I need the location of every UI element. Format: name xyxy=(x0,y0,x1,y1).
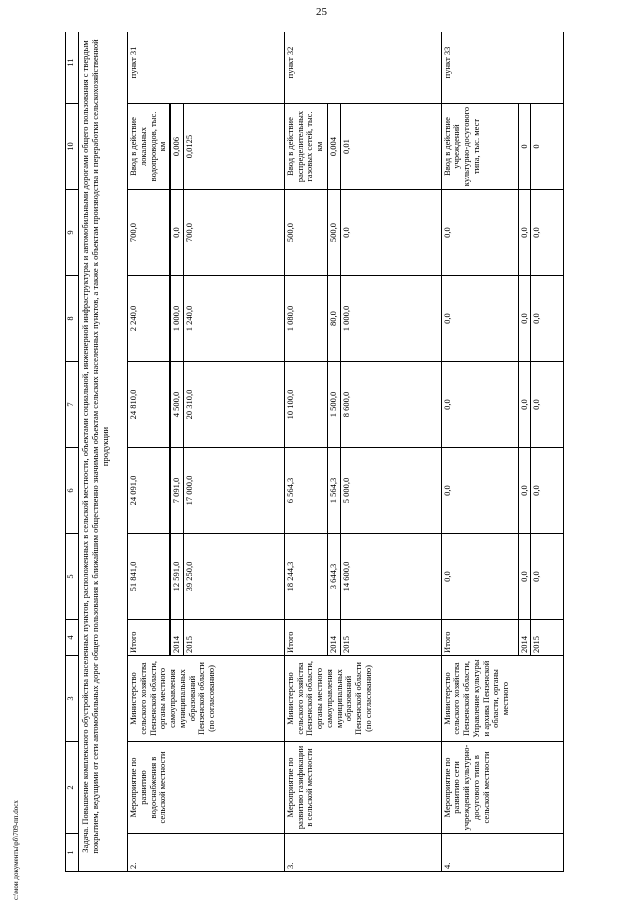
indicator-value: 0,006 xyxy=(171,104,184,190)
value-cell: 14 600,0 xyxy=(340,534,441,620)
value-cell: 18 244,3 xyxy=(284,534,327,620)
table-row xyxy=(441,32,518,872)
value-cell: 700,0 xyxy=(183,190,284,276)
value-cell: 0,0 xyxy=(531,448,564,534)
measure-name: Мероприятие по развитию водоснабжения в сельской местности xyxy=(128,742,285,834)
item-ref: пункт 31 xyxy=(128,32,285,104)
value-cell: 7 091,0 xyxy=(171,448,184,534)
column-header: 2 xyxy=(66,742,79,834)
value-cell: 17 000,0 xyxy=(183,448,284,534)
value-cell: 1 080,0 xyxy=(284,276,327,362)
value-cell: 0,0 xyxy=(441,534,518,620)
value-cell: 24 091,0 xyxy=(128,448,170,534)
table-row xyxy=(128,32,170,872)
value-cell: 1 000,0 xyxy=(171,276,184,362)
year-cell: 2015 xyxy=(340,620,441,656)
year-cell: 2015 xyxy=(183,620,284,656)
value-cell: 1 240,0 xyxy=(183,276,284,362)
year-cell: 2015 xyxy=(531,620,564,656)
column-header: 10 xyxy=(66,104,79,190)
row-number: 3. xyxy=(284,834,441,872)
indicator-cell: Ввод в действие распределительных газовых сетей, тыс. км xyxy=(284,104,327,190)
indicator-value: 0,004 xyxy=(327,104,340,190)
column-header: 6 xyxy=(66,448,79,534)
executor: Министерство сельского хозяйства Пензенской области, органы местного самоуправления муниципальных образований Пензенской области (по согласованию) xyxy=(284,656,441,742)
value-cell: 0,0 xyxy=(518,362,531,448)
task-row xyxy=(79,32,128,872)
rotated-table-container xyxy=(65,32,584,872)
footer-path: c:\мои документы\рб\709-пп.docx xyxy=(12,800,20,900)
value-cell: 12 591,0 xyxy=(171,534,184,620)
value-cell: 500,0 xyxy=(327,190,340,276)
table-row xyxy=(284,32,327,872)
executor: Министерство сельского хозяйства Пензенской области, органы местного самоуправления муниципальных образований Пензенской области (по согласованию) xyxy=(128,656,285,742)
indicator-value: 0 xyxy=(518,104,531,190)
year-cell: Итого xyxy=(128,620,170,656)
measure-name: Мероприятие по развитию сети учреждений культурно-досугового типа в сельской местности xyxy=(441,742,564,834)
value-cell: 20 310,0 xyxy=(183,362,284,448)
value-cell: 0,0 xyxy=(518,448,531,534)
value-cell: 0,0 xyxy=(518,276,531,362)
year-cell: 2014 xyxy=(171,620,184,656)
value-cell: 8 600,0 xyxy=(340,362,441,448)
indicator-cell: Ввод в действие учреждений культурно-досугового типа, тыс. мест xyxy=(441,104,518,190)
indicator-value: 0,0125 xyxy=(183,104,284,190)
value-cell: 0,0 xyxy=(518,190,531,276)
value-cell: 51 841,0 xyxy=(128,534,170,620)
year-cell: 2014 xyxy=(518,620,531,656)
value-cell: 6 564,3 xyxy=(284,448,327,534)
value-cell: 500,0 xyxy=(284,190,327,276)
value-cell: 0,0 xyxy=(441,448,518,534)
value-cell: 3 644,3 xyxy=(327,534,340,620)
value-cell: 0,0 xyxy=(531,534,564,620)
column-header: 11 xyxy=(66,32,79,104)
value-cell: 80,0 xyxy=(327,276,340,362)
value-cell: 700,0 xyxy=(128,190,170,276)
column-number-row xyxy=(66,32,79,872)
year-cell: Итого xyxy=(441,620,518,656)
value-cell: 39 250,0 xyxy=(183,534,284,620)
column-header: 9 xyxy=(66,190,79,276)
value-cell: 0,0 xyxy=(531,190,564,276)
year-cell: 2014 xyxy=(327,620,340,656)
value-cell: 4 500,0 xyxy=(171,362,184,448)
item-ref: пункт 32 xyxy=(284,32,441,104)
indicator-value: 0,01 xyxy=(340,104,441,190)
executor: Министерство сельского хозяйства Пензенской области, Управление культуры и архива Пензенской области, органы местного xyxy=(441,656,564,742)
value-cell: 1 500,0 xyxy=(327,362,340,448)
value-cell: 0,0 xyxy=(531,362,564,448)
rotated-page-content xyxy=(65,32,584,872)
column-header: 4 xyxy=(66,620,79,656)
value-cell: 10 100,0 xyxy=(284,362,327,448)
value-cell: 0,0 xyxy=(340,190,441,276)
year-cell: Итого xyxy=(284,620,327,656)
value-cell: 0,0 xyxy=(518,534,531,620)
column-header: 1 xyxy=(66,834,79,872)
value-cell: 5 000,0 xyxy=(340,448,441,534)
value-cell: 0,0 xyxy=(441,190,518,276)
column-header: 3 xyxy=(66,656,79,742)
measures-table xyxy=(65,32,564,872)
row-number: 2. xyxy=(128,834,285,872)
value-cell: 0,0 xyxy=(441,362,518,448)
page-number: 25 xyxy=(316,6,327,18)
value-cell: 1 564,3 xyxy=(327,448,340,534)
column-header: 8 xyxy=(66,276,79,362)
value-cell: 0,0 xyxy=(531,276,564,362)
row-number: 4. xyxy=(441,834,564,872)
task-text: Задача. Повышение комплексного обустройства населенных пунктов, расположенных в сельской местности, объектами социальной, инженерной инфраструктуры и автомобильными дорогами общего пользования с твердым покрытием, ведущими от сети автомобильных дорог общего пользования к ближайшим общественно значимым объектам сельских населенных пунктов, а также к объектам производства и переработки сельскохозяйственной продукции xyxy=(79,32,128,872)
item-ref: пункт 33 xyxy=(441,32,564,104)
footer xyxy=(12,800,52,900)
value-cell: 0,0 xyxy=(171,190,184,276)
column-header: 5 xyxy=(66,534,79,620)
column-header: 7 xyxy=(66,362,79,448)
indicator-cell: Ввод в действие локальных водопроводов, тыс. км xyxy=(128,104,170,190)
measure-name: Мероприятие по развитию газификации в сельской местности xyxy=(284,742,441,834)
indicator-value: 0 xyxy=(531,104,564,190)
value-cell: 2 240,0 xyxy=(128,276,170,362)
value-cell: 0,0 xyxy=(441,276,518,362)
value-cell: 1 000,0 xyxy=(340,276,441,362)
value-cell: 24 810,0 xyxy=(128,362,170,448)
